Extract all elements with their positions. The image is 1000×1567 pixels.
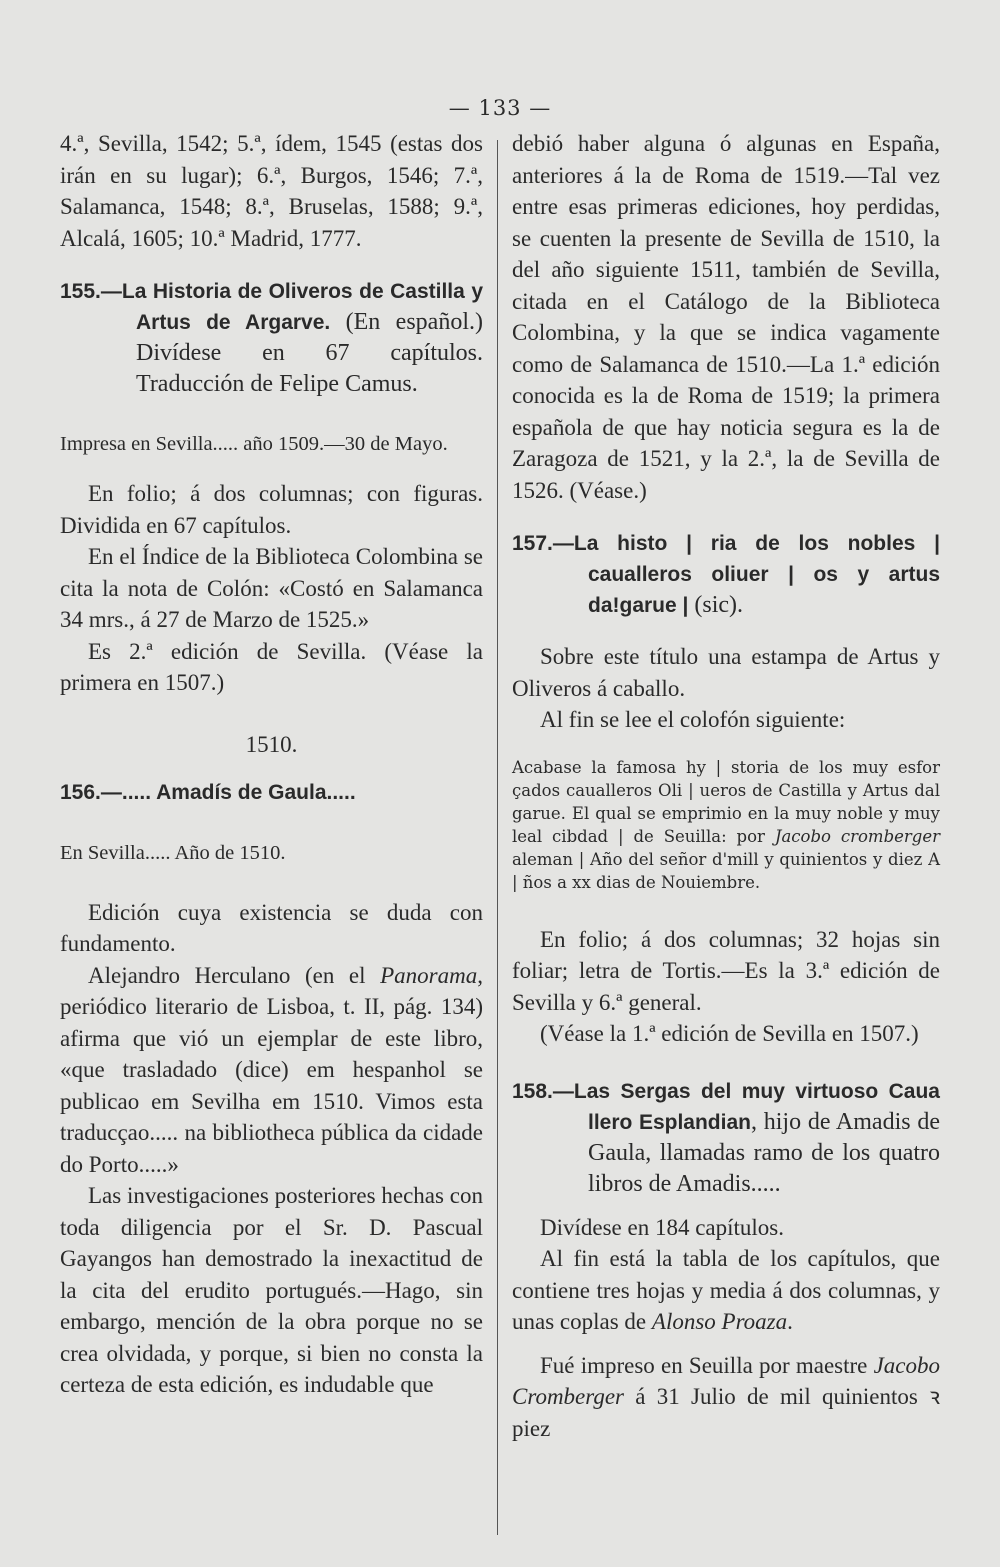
- entry-title-rest: (En español.) Divídese en 67 capítulos. Traducción de Felipe Camus.: [136, 309, 483, 397]
- entry-number: 158.: [512, 1079, 553, 1103]
- imprint-line: Impresa en Sevilla..... año 1509.—30 de Mayo.: [60, 433, 448, 455]
- entry-title: —..... Amadís de Gaula.....: [100, 781, 356, 804]
- entry-number: 155.: [60, 280, 101, 303]
- entry-157-heading: [512, 528, 940, 621]
- entry-title: —La histo | ria de los nobles | caualleros oliuer | os y artus da!garue |: [552, 532, 940, 617]
- description-paragraph: En folio; á dos columnas; 32 hojas sin foliar; letra de Tortis.—Es la 3.ª edición de Sevilla y 6.ª general.: [512, 926, 940, 1015]
- description-paragraph: (Véase la 1.ª edición de Sevilla en 1507.): [540, 1021, 919, 1046]
- description-paragraph: [512, 1243, 940, 1338]
- right-column: [512, 128, 940, 1444]
- italic-name: Jacobo Cromberger: [512, 1352, 940, 1409]
- description-paragraph: Sobre este título una estampa de Artus y Oliveros á caballo.: [512, 644, 940, 701]
- text-run: á 31 Julio de mil quinientos ꝛ piez: [512, 1384, 940, 1441]
- entry-156-heading: [60, 776, 483, 809]
- description-paragraph: [512, 1350, 940, 1445]
- italic-name: Alonso Proaza: [651, 1309, 788, 1334]
- continuation-text: debió haber alguna ó algunas en España, anteriores á la de Roma de 1519.—Tal vez entre esas primeras ediciones, hoy perdidas, se cuenten la presente de Sevilla de 1510, la del año siguiente 1511, también de Sevilla, citada en el Catálogo de la Biblioteca Colombina, y la que se indica vagamente como de Salamanca de 1510.—La 1.ª edición conocida es la de Roma de 1519; la primera española de que hay noticia segura es la de Zaragoza de 1521, y la 2.ª, la de Sevilla de 1526. (Véase.): [512, 131, 940, 503]
- description-paragraph: Al fin se lee el colofón siguiente:: [540, 707, 846, 732]
- description-paragraph: [60, 960, 483, 1181]
- entry-title: —Las Sergas del muy virtuoso Caua llero Esplandian: [552, 1079, 940, 1134]
- entry-title-rest: , hijo de Amadis de Gaula, llamadas ramo de los quatro libros de Amadis.....: [588, 1108, 940, 1197]
- column-rule: [497, 140, 498, 1535]
- imprint-line: En Sevilla..... Año de 1510.: [60, 841, 286, 864]
- colophon-text: [512, 756, 940, 894]
- continuation-text: 4.ª, Sevilla, 1542; 5.ª, ídem, 1545 (estas dos irán en su lugar); 6.ª, Burgos, 1546; 7.ª, Salamanca, 1548; 8.ª, Bruselas, 1588; 9.ª, Alcalá, 1605; 10.ª Madrid, 1777.: [60, 131, 483, 251]
- description-paragraph: Edición cuya existencia se duda con fundamento.: [60, 899, 483, 956]
- description-paragraph: Las investigaciones posteriores hechas con toda diligencia por el Sr. D. Pascual Gayangos han demostrado la inexactitud de la cita del erudito portugués.—Hago, sin embargo, mención de la obra porque no se crea olvidada, y porque, si bien no consta la certeza de esta edición, es indudable que: [60, 1183, 483, 1397]
- italic-name: Jacobo cromberger: [774, 826, 940, 846]
- page-number: — 133 —: [448, 96, 552, 120]
- year-heading: 1510.: [245, 731, 298, 757]
- entry-title-rest: (sic).: [688, 592, 744, 618]
- text-run: , periódico literario de Lisboa, t. II, pág. 134) afirma que vió un ejemplar de este libro, «que trasladado (dice) em hespanhol se publicao em Sevilha em 1510. Vimos esta traducçao..... na bibliotheca pública da cidade do Porto.....»: [60, 962, 483, 1177]
- text-run: .: [787, 1309, 793, 1334]
- entry-title: —La Historia de Oliveros de Castilla y Artus de Argarve.: [100, 280, 483, 334]
- entry-158-heading: [512, 1076, 940, 1200]
- description-paragraph: Es 2.ª edición de Sevilla. (Véase la primera en 1507.): [60, 638, 483, 695]
- entry-155-heading: [60, 276, 483, 400]
- description-paragraph: En folio; á dos columnas; con figuras. Dividida en 67 capítulos.: [60, 481, 483, 538]
- text-run: Al fin está la tabla de los capítulos, que contiene tres hojas y media á dos columnas, y unas coplas de: [512, 1246, 940, 1334]
- description-paragraph: En el Índice de la Biblioteca Colombina se cita la nota de Colón: «Costó en Salamanca 34 mrs., á 27 de Marzo de 1525.»: [60, 544, 483, 632]
- text-run: Acabase la famosa hy | storia de los muy esfor çados caualleros Oli | ueros de Castilla y Artus dal garue. El qual se emprimio en la muy noble y muy leal cibdad | de Seuilla: por: [512, 757, 940, 846]
- text-run: Fué impreso en Seuilla por maestre: [540, 1352, 874, 1378]
- text-run: aleman | Año del señor d'mill y quinientos y diez A | ños a xx dias de Nouiembre.: [512, 849, 940, 892]
- entry-number: 157.: [512, 532, 553, 555]
- entry-number: 156.: [60, 781, 101, 804]
- italic-title: Panorama: [380, 962, 478, 988]
- text-run: Alejandro Herculano (en el: [88, 962, 381, 988]
- left-column: [60, 128, 483, 1401]
- description-paragraph: Divídese en 184 capítulos.: [540, 1214, 785, 1240]
